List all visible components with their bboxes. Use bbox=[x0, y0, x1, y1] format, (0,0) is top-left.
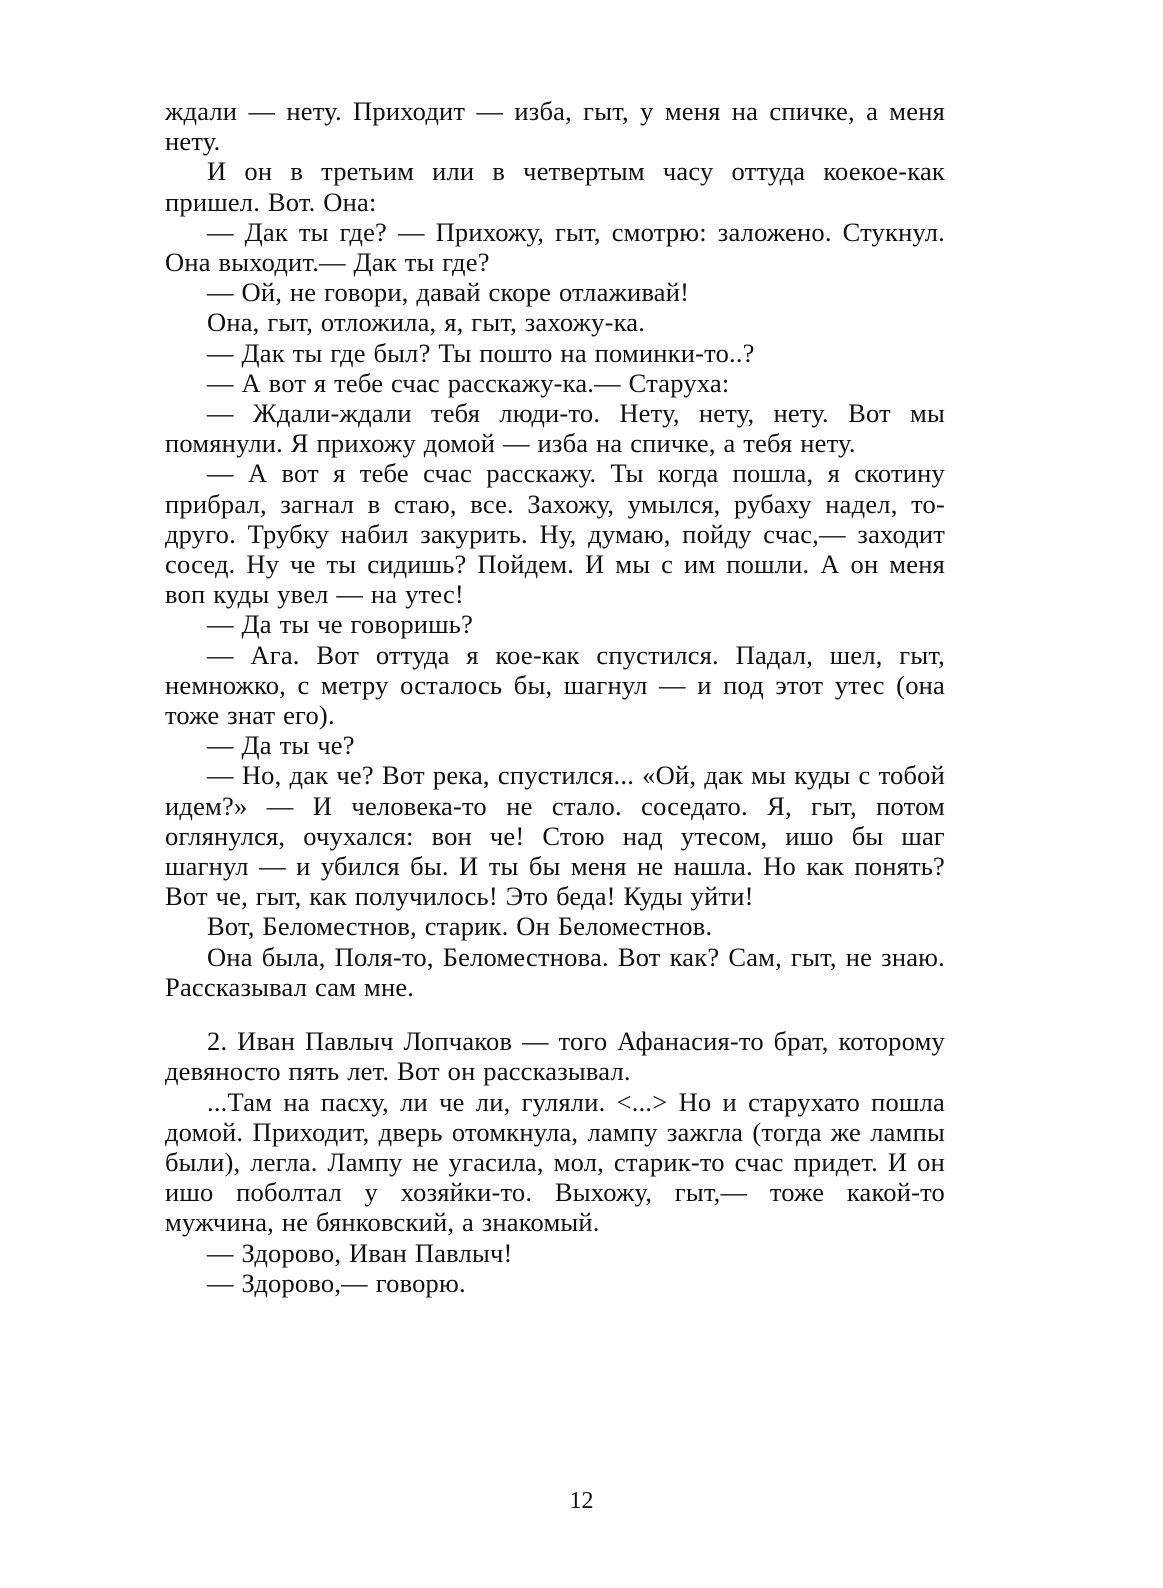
paragraph: — А вот я тебе счас расскажу. Ты когда пошла, я скотину прибрал, загнал в стаю, все. Захожу, умылся, рубаху надел, то-друго. Трубку набил закурить. Ну, думаю, пойду счас,— заходит сосед. Ну че ты сидишь? Пойдем. И мы с им пошли. А он меня воп куды увел — на утес! bbox=[165, 458, 945, 610]
paragraph: — Дак ты где? — Прихожу, гыт, смотрю: заложено. Стукнул. Она выходит.— Дак ты где? bbox=[165, 216, 945, 278]
paragraph: — Да ты че? bbox=[207, 730, 355, 761]
paragraph: — А вот я тебе счас расскажу-ка.— Старуха: bbox=[207, 367, 730, 398]
section-gap bbox=[165, 1002, 945, 1026]
paragraph: — Здорово,— говорю. bbox=[207, 1267, 466, 1298]
section-2-heading-paragraph: 2. Иван Павлыч Лопчаков — того Афанасия-то брат, которому девяносто пять лет. Вот он рассказывал. bbox=[165, 1026, 945, 1087]
paragraph: ...Там на пасху, ли че ли, гуляли. <...> Но и старухато пошла домой. Приходит, дверь отомкнула, лампу зажгла (тогда же лампы были), легла. Лампу не угасила, мол, старик-то счас придет. И он ишо поболтал у хозяйки-то. Выхожу, гыт,— тоже какой-то мужчина, не бянковский, а знакомый. bbox=[165, 1086, 945, 1238]
page-text bbox=[165, 96, 945, 1298]
paragraph: ждали — нету. Приходит — изба, гыт, у меня на спичке, а меня нету. bbox=[165, 96, 945, 157]
paragraph: И он в третьим или в четвертым часу оттуда коекое-как пришел. Вот. Она: bbox=[165, 156, 945, 217]
paragraph: — Здорово, Иван Павлыч! bbox=[207, 1237, 513, 1268]
paragraph: — Но, дак че? Вот река, спустился... «Ой, дак мы куды с тобой идем?» — И человека-то не стало. соседато. Я, гыт, потом оглянулся, очухался: вон че! Стою над утесом, ишо бы шаг шагнул — и убился бы. И ты бы меня не нашла. Но как понять? Вот че, гыт, как получилось! Это беда! Куды уйти! bbox=[165, 760, 945, 912]
paragraph: — Ага. Вот оттуда я кое-как спустился. Падал, шел, гыт, немножко, с метру осталось бы, шагнул — и под этот утес (она тоже знат его). bbox=[165, 639, 945, 731]
paragraph: — Ой, не говори, давай скоре отлаживай! bbox=[207, 277, 690, 308]
paragraph: — Дак ты где был? Ты пошто на поминки-то..? bbox=[207, 337, 755, 368]
paragraph: Она была, Поля-то, Беломестнова. Вот как? Сам, гыт, не знаю. Рассказывал сам мне. bbox=[165, 941, 945, 1002]
paragraph: — Да ты че говоришь? bbox=[207, 609, 474, 640]
paragraph: Вот, Беломестнов, старик. Он Беломестнов. bbox=[207, 911, 713, 942]
paragraph: Она, гыт, отложила, я, гыт, захожу-ка. bbox=[207, 307, 646, 338]
page-number: 12 bbox=[569, 1488, 594, 1514]
paragraph: — Ждали-ждали тебя люди-то. Нету, нету, нету. Вот мы помянули. Я прихожу домой — изба на спичке, а тебя нету. bbox=[165, 398, 945, 459]
